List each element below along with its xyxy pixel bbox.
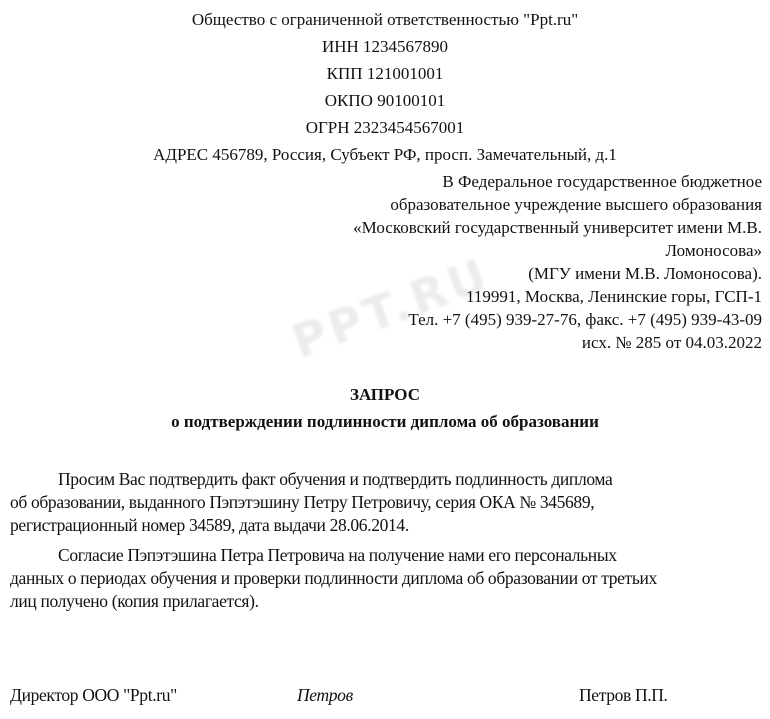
company-inn: ИНН 1234567890 [321,37,449,56]
company-ogrn: ОГРН 2323454567001 [305,118,465,137]
company-name: Общество с ограниченной ответственностью "Ppt.ru" [191,10,579,29]
outgoing-number: исх. № 285 от 04.03.2022 [581,333,762,352]
recipient-line: «Московский государственный университет имени М.В. [353,218,762,237]
recipient-line: В Федеральное государственное бюджетное [442,172,762,191]
body-line: Просим Вас подтвердить факт обучения и подтвердить подлинность диплома [58,469,613,489]
signatory-position: Директор ООО "Ppt.ru" [10,685,177,705]
title-heading: ЗАПРОС [349,385,421,404]
body-line: об образовании, выданного Пэпэтэшину Петру Петровичу, серия ОКА № 345689, [10,492,595,512]
body-line: Согласие Пэпэтэшина Петра Петровича на получение нами его персональных [58,545,617,565]
watermark: PPT.RU [285,247,498,369]
recipient-line: Ломоносова» [665,241,762,260]
recipient-line: (МГУ имени М.В. Ломоносова). [528,264,762,283]
handwritten-signature: Петров [297,685,353,705]
recipient-address: 119991, Москва, Ленинские горы, ГСП-1 [466,287,762,306]
body-line: данных о периодах обучения и проверки подлинности диплома об образовании от третьих [10,568,657,588]
company-kpp: КПП 121001001 [326,64,444,83]
body-line: лиц получено (копия прилагается). [10,591,259,611]
company-address: АДРЕС 456789, Россия, Субъект РФ, просп. Замечательный, д.1 [153,145,617,164]
signatory-name: Петров П.П. [579,685,668,705]
company-okpo: ОКПО 90100101 [324,91,446,110]
title-subheading: о подтверждении подлинности диплома об образовании [171,412,599,431]
recipient-line: образовательное учреждение высшего образования [390,195,762,214]
recipient-phones: Тел. +7 (495) 939-27-76, факс. +7 (495) 939-43-09 [408,310,762,329]
body-line: регистрационный номер 34589, дата выдачи 28.06.2014. [10,515,409,535]
